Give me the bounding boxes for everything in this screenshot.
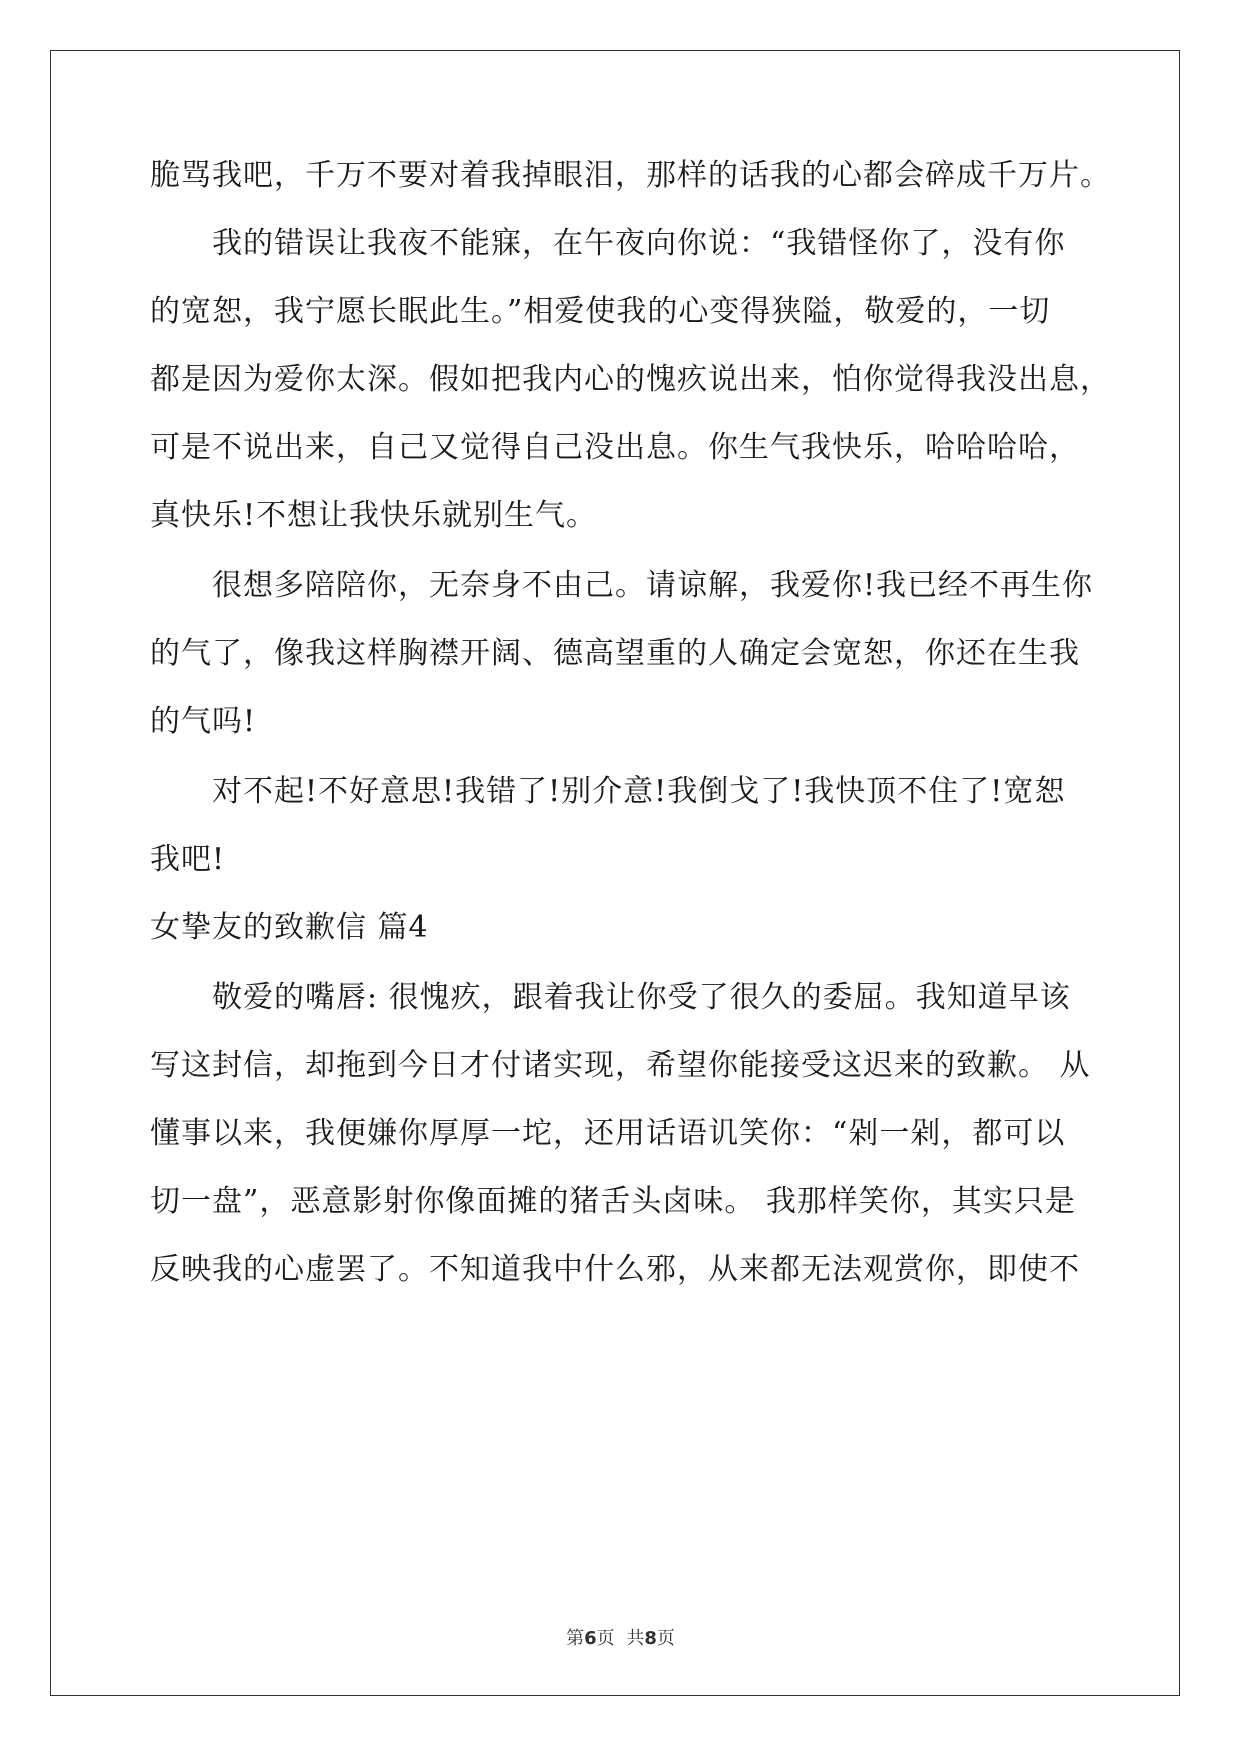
page-total: 8 bbox=[644, 1628, 657, 1649]
page-footer bbox=[0, 1624, 1241, 1650]
text-line: 可是不说出来，自己又觉得自己没出息。你生气我快乐，哈哈哈哈， bbox=[150, 430, 1080, 465]
page-prefix: 第 bbox=[566, 1628, 585, 1649]
total-suffix: 页 bbox=[656, 1628, 675, 1649]
text-line: 的气吗! bbox=[150, 704, 257, 739]
section-heading: 女挚友的致歉信 篇4 bbox=[150, 910, 429, 945]
text-line: 切一盘”，恶意影射你像面摊的猪舌头卤味。 我那样笑你，其实只是 bbox=[150, 1184, 1076, 1219]
text-line: 真快乐!不想让我快乐就别生气。 bbox=[150, 498, 598, 533]
text-line: 我吧! bbox=[150, 842, 226, 877]
paragraph-start: 我的错误让我夜不能寐，在午夜向你说：“我错怪你了，没有你 bbox=[212, 226, 1066, 261]
page-suffix: 页 bbox=[596, 1628, 615, 1649]
page-current: 6 bbox=[584, 1628, 597, 1649]
text-line: 的宽恕，我宁愿长眠此生。”相爱使我的心变得狭隘，敬爱的，一切 bbox=[150, 294, 1051, 329]
paragraph-start: 对不起!不好意思!我错了!别介意!我倒戈了!我快顶不住了!宽恕 bbox=[212, 774, 1066, 809]
text-line: 懂事以来，我便嫌你厚厚一坨，还用话语讥笑你：“剁一剁，都可以 bbox=[150, 1116, 1066, 1151]
text-line: 反映我的心虚罢了。不知道我中什么邪，从来都无法观赏你，即使不 bbox=[150, 1252, 1080, 1287]
paragraph-start: 很想多陪陪你，无奈身不由己。请谅解，我爱你!我已经不再生你 bbox=[212, 568, 1094, 603]
total-prefix: 共 bbox=[626, 1628, 645, 1649]
text-line: 都是因为爱你太深。假如把我内心的愧疚说出来，怕你觉得我没出息， bbox=[150, 362, 1111, 397]
text-line: 写这封信，却拖到今日才付诸实现，希望你能接受这迟来的致歉。 从 bbox=[150, 1048, 1091, 1083]
text-line: 脆骂我吧，千万不要对着我掉眼泪，那样的话我的心都会碎成千万片。 bbox=[150, 158, 1111, 193]
text-line: 的气了，像我这样胸襟开阔、德高望重的人确定会宽恕，你还在生我 bbox=[150, 636, 1080, 671]
paragraph-start: 敬爱的嘴唇: 很愧疚，跟着我让你受了很久的委屈。我知道早该 bbox=[212, 980, 1071, 1015]
